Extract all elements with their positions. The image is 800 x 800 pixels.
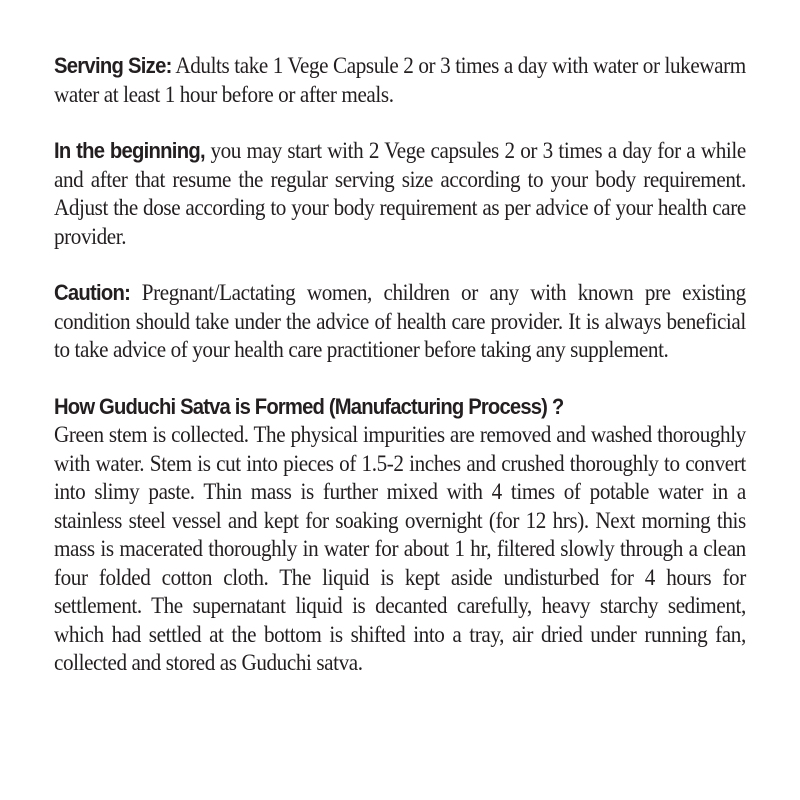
process-heading: How Guduchi Satva is Formed (Manufacturing Process) ? [54, 393, 564, 419]
document-page [54, 52, 746, 706]
caution-paragraph [54, 279, 746, 365]
caution-label: Caution: [54, 280, 131, 305]
serving-size-paragraph [54, 52, 746, 109]
process-paragraph: Green stem is collected. The physical impurities are removed and washed thoroughly with water. Stem is cut into pieces of 1.5-2 inches and crushed thoroughly to convert into slimy paste. Thin mass is further mixed with 4 times of potable water in a stainless steel vessel and kept for soaking overnight (for 12 hrs). Next morning this mass is macerated thoroughly in water for about 1 hr, filtered slowly through a clean four folded cotton cloth. The liquid is kept aside undisturbed for 4 hours for settlement. The supernatant liquid is decanted carefully, heavy starchy sediment, which had settled at the bottom is shifted into a tray, air dried under running fan, collected and stored as Guduchi satva. [54, 422, 746, 675]
beginning-text: you may start with 2 Vege capsules 2 or 3 times a day for a while and after that resume the regular serving size according to your body requirement. Adjust the dose according to your body requirement as per advice of your health care provider. [54, 138, 746, 249]
serving-size-label: Serving Size: [54, 53, 172, 78]
caution-text: Pregnant/Lactating women, children or any with known pre existing condition should take under the advice of health care provider. It is always beneficial to take advice of your health care practitioner before taking any supplement. [54, 280, 746, 362]
beginning-paragraph [54, 137, 746, 251]
beginning-label: In the beginning, [54, 138, 205, 163]
serving-size-text: Adults take 1 Vege Capsule 2 or 3 times a day with water or lukewarm water at least 1 hour before or after meals. [54, 53, 746, 107]
